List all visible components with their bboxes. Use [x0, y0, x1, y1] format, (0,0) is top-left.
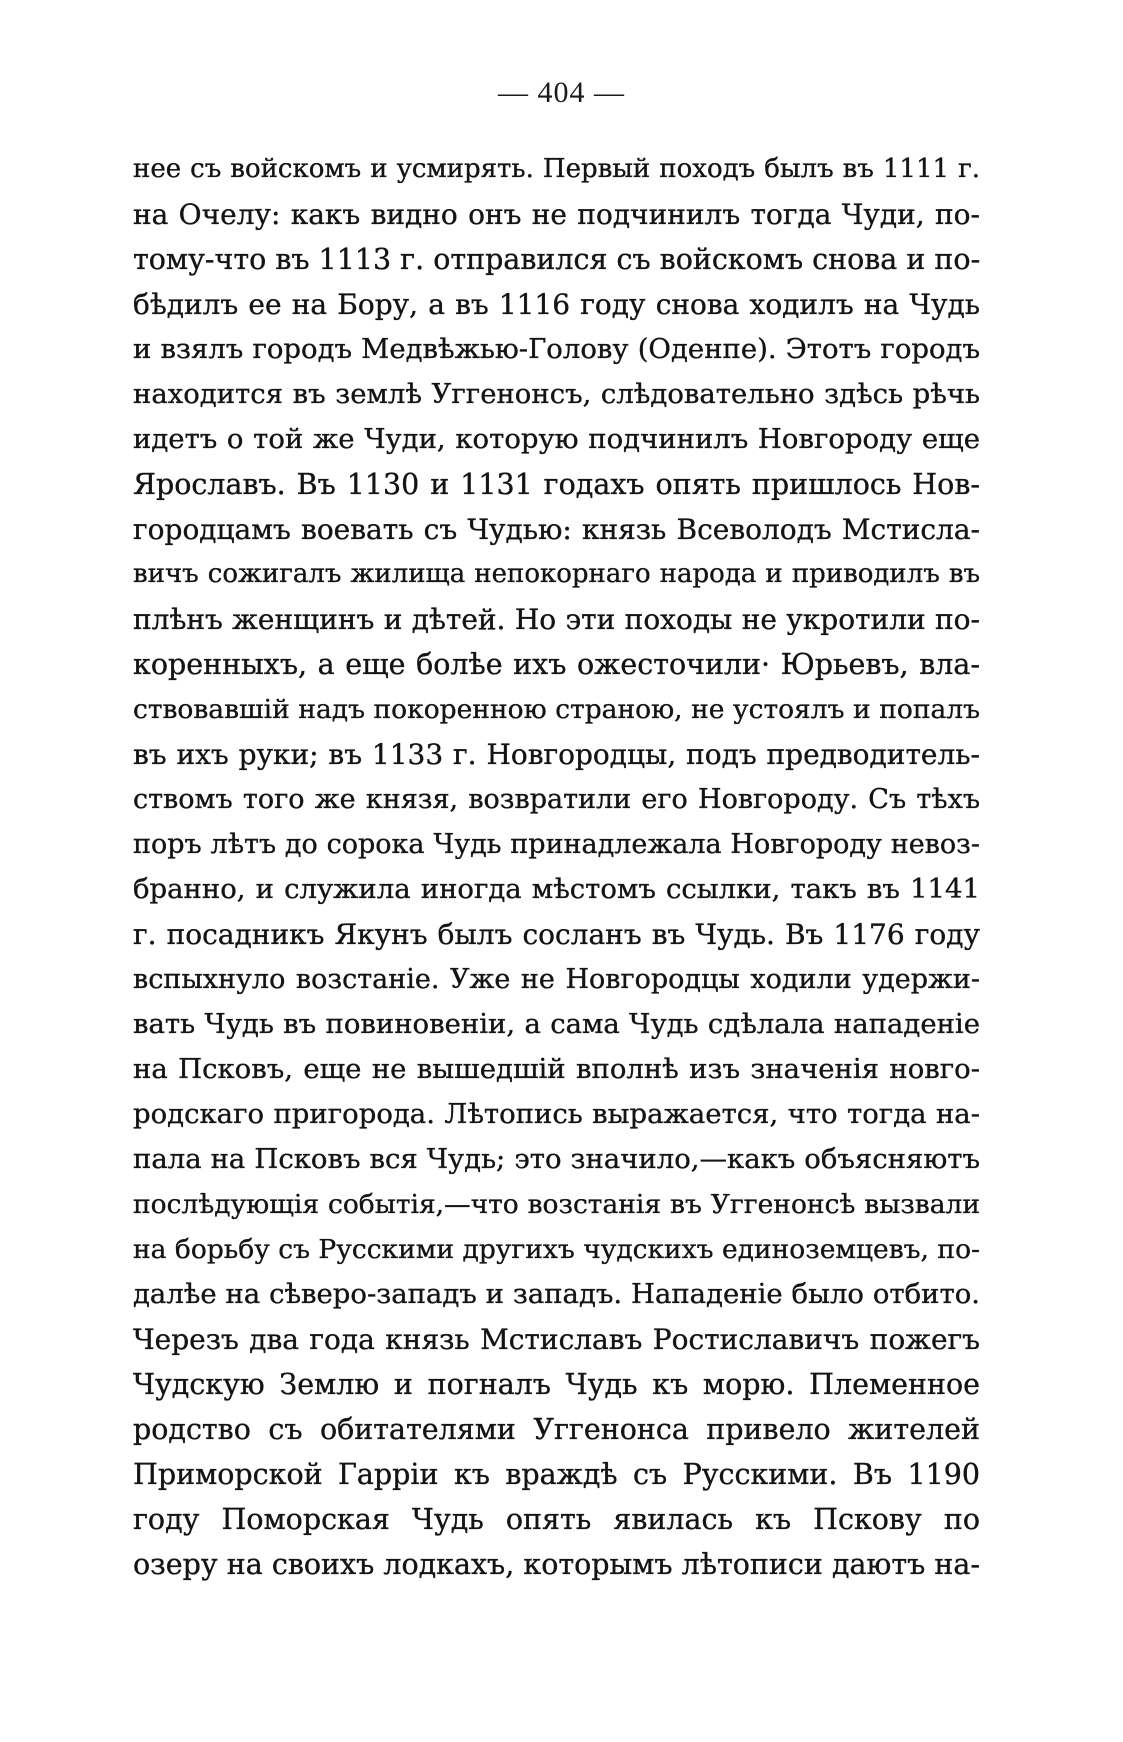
text-line: ствомъ того же князя, возвратили его Новгороду. Съ тѣхъ	[133, 784, 980, 815]
text-line: на борьбу съ Русскими другихъ чудскихъ единоземцевъ, по-	[133, 1234, 980, 1265]
text-line: Приморской Гарріи къ враждѣ съ Русскими. Въ 1190	[133, 1458, 980, 1491]
text-line: и взялъ городъ Медвѣжью-Голову (Оденпе). Этотъ городъ	[133, 333, 980, 365]
text-line: послѣдующія событія,—что возстанія въ Уггенонсѣ вызвали	[133, 1189, 980, 1220]
text-line: на Псковъ, еще не вышедшій вполнѣ изъ значенія новго-	[133, 1053, 980, 1085]
text-line: вичъ сожигалъ жилища непокорнаго народа и приводилъ въ	[133, 559, 980, 589]
text-line: пала на Псковъ вся Чудь; это значило,—какъ объясняютъ	[133, 1143, 980, 1175]
text-line: бѣдилъ ее на Бору, а въ 1116 году снова ходилъ на Чудь	[133, 288, 980, 321]
text-line: вспыхнуло возстаніе. Уже не Новгородцы ходили удержи-	[133, 964, 980, 995]
text-line: на Очелу: какъ видно онъ не подчинилъ тогда Чуди, по-	[133, 198, 980, 231]
text-line: Чудскую Землю и погналъ Чудь къ морю. Племенное	[133, 1368, 980, 1401]
text-line: идетъ о той же Чуди, которую подчинилъ Новгороду еще	[133, 423, 980, 455]
text-line: ствовавшій надъ покоренною страною, не устоялъ и попалъ	[133, 694, 980, 725]
text-line: г. посадникъ Якунъ былъ сосланъ въ Чудь. Въ 1176 году	[133, 918, 980, 951]
text-line: далѣе на сѣверо-западъ и западъ. Нападеніе было отбито.	[133, 1278, 980, 1310]
text-line: тому-что въ 1113 г. отправился съ войскомъ снова и по-	[133, 243, 980, 276]
text-line: коренныхъ, а еще болѣе ихъ ожесточили· Юрьевъ, вла-	[133, 648, 980, 681]
text-line: нее съ войскомъ и усмирять. Первый походъ былъ въ 1111 г.	[133, 154, 980, 184]
text-line: въ ихъ руки; въ 1133 г. Новгородцы, подъ предводитель-	[133, 738, 980, 771]
text-line: плѣнъ женщинъ и дѣтей. Но эти походы не укротили по-	[133, 603, 980, 636]
text-line: родскаго пригорода. Лѣтопись выражается, что тогда на-	[133, 1098, 980, 1130]
page-number: — 404 —	[498, 76, 625, 109]
text-line: году Поморская Чудь опять явилась къ Пскову по	[133, 1503, 980, 1536]
text-line: Ярославъ. Въ 1130 и 1131 годахъ опять пришлось Нов-	[133, 468, 980, 501]
text-line: родство съ обитателями Уггенонса привело жителей	[133, 1413, 980, 1446]
text-line: городцамъ воевать съ Чудью: князь Всеволодъ Мстисла-	[133, 513, 980, 546]
text-line: поръ лѣтъ до сорока Чудь принадлежала Новгороду невоз-	[133, 829, 980, 860]
text-line: озеру на своихъ лодкахъ, которымъ лѣтописи даютъ на-	[133, 1548, 980, 1581]
text-line: вать Чудь въ повиновеніи, а сама Чудь сдѣлала нападеніе	[133, 1008, 980, 1040]
text-line: Черезъ два года князь Мстиславъ Ростиславичъ пожегъ	[133, 1323, 980, 1356]
text-line: бранно, и служила иногда мѣстомъ ссылки, такъ въ 1141	[133, 873, 980, 905]
body-text	[133, 147, 980, 1587]
text-line: находится въ землѣ Уггенонсъ, слѣдовательно здѣсь рѣчь	[133, 378, 980, 410]
